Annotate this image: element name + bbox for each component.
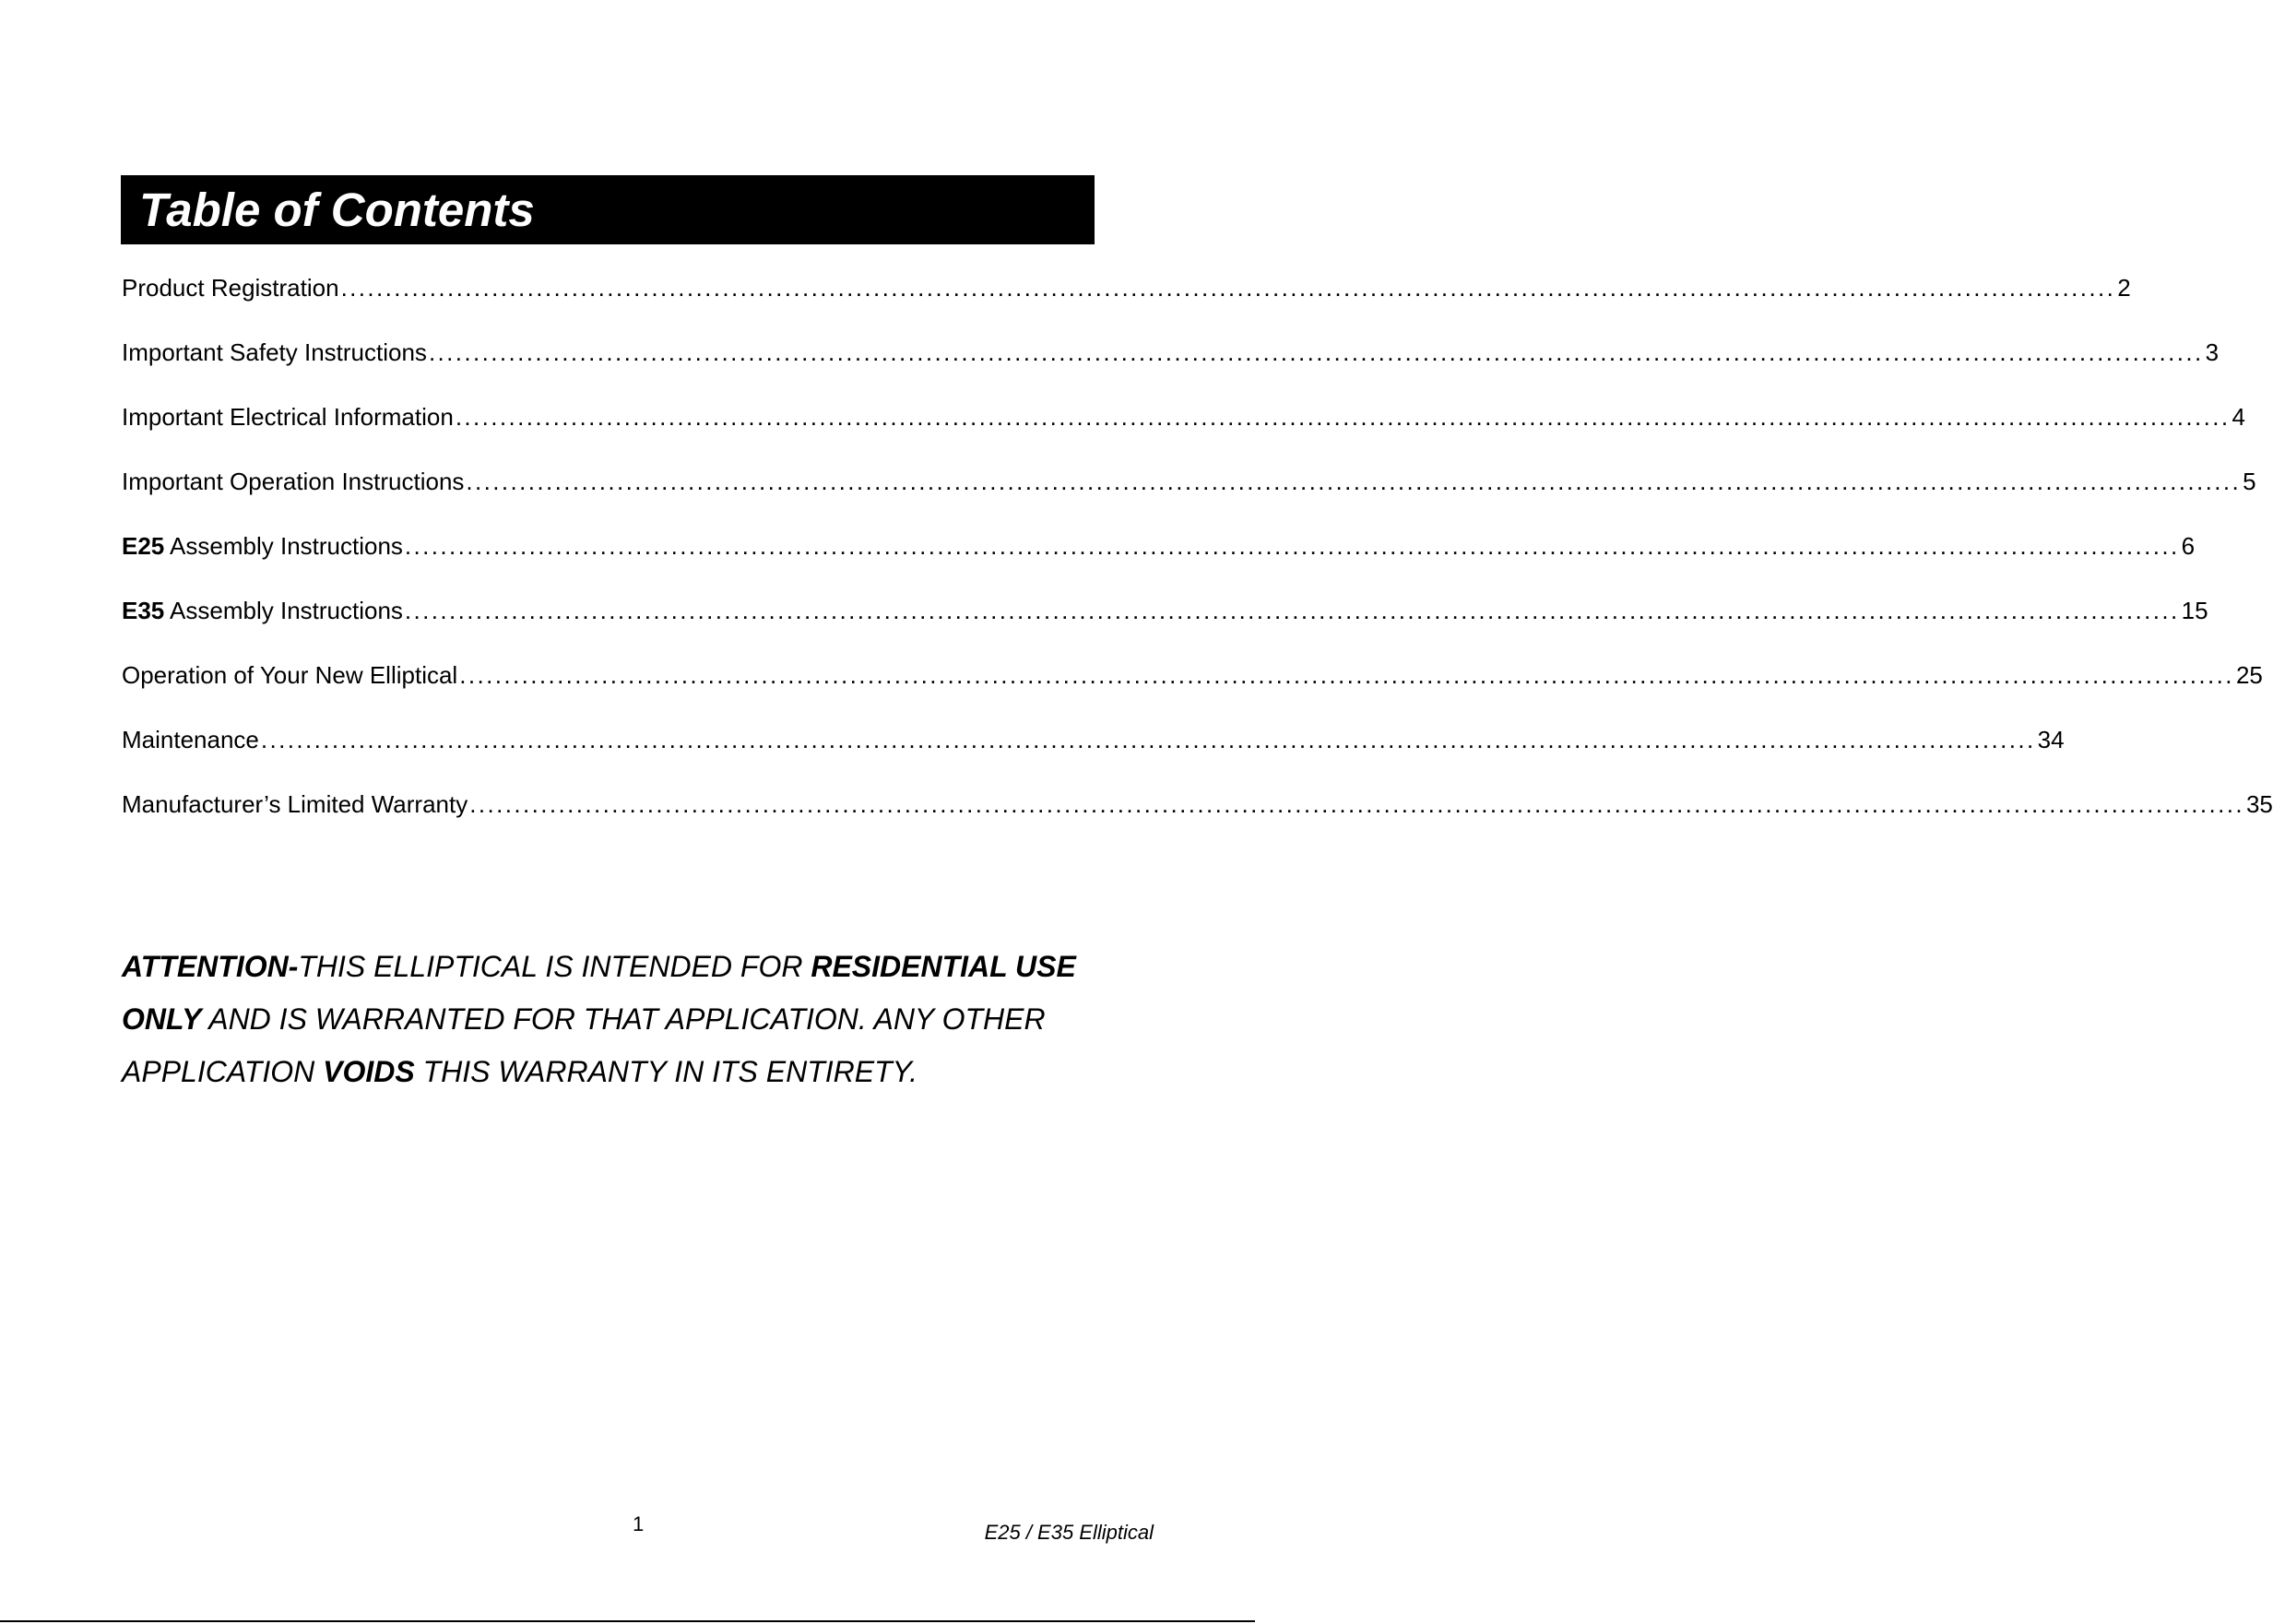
toc-leader-dots: ........................................................................................................................................................................................................ xyxy=(428,338,2204,366)
toc-label-text: Product Registration xyxy=(122,274,339,302)
toc-label-text: Important Safety Instructions xyxy=(122,338,427,366)
toc-page-number: 35 xyxy=(2245,790,2273,818)
toc-label xyxy=(122,788,468,821)
toc-label xyxy=(122,723,259,756)
toc-label-text: Assembly Instructions xyxy=(164,532,403,560)
toc-leader-dots: ........................................................................................................................................................................................................ xyxy=(459,661,2234,689)
toc-page-number: 15 xyxy=(2181,597,2208,624)
table-of-contents xyxy=(122,271,2273,852)
toc-leader-dots: ........................................................................................................................................................................................................ xyxy=(466,468,2242,495)
toc-label-text: Important Electrical Information xyxy=(122,403,454,431)
page-number: 1 xyxy=(633,1512,645,1535)
attention-notice xyxy=(122,941,1118,1098)
toc-page-number: 2 xyxy=(2117,274,2131,302)
toc-page-number: 5 xyxy=(2243,468,2256,495)
footer-model-name: E25 / E35 Elliptical xyxy=(984,1521,1154,1544)
toc-label xyxy=(122,529,403,563)
toc-prefix: E25 xyxy=(122,532,165,560)
toc-label xyxy=(122,658,457,692)
toc-label-text: Important Operation Instructions xyxy=(122,468,465,495)
toc-entry[interactable] xyxy=(122,788,2273,852)
attention-text: AND IS WARRANTED FOR THAT APPLICATION. ANY OTHER APPLICATION xyxy=(122,1002,1046,1088)
toc-leader-dots: ........................................................................................................................................................................................................ xyxy=(404,597,2180,624)
attention-heading: ATTENTION- xyxy=(122,950,299,983)
toc-label xyxy=(122,465,464,498)
toc-leader-dots: ........................................................................................................................................................................................................ xyxy=(260,726,2036,753)
toc-label xyxy=(122,336,427,369)
toc-entry[interactable] xyxy=(122,594,2208,658)
toc-leader-dots: ........................................................................................................................................................................................................ xyxy=(469,790,2244,818)
toc-leader-dots: ........................................................................................................................................................................................................ xyxy=(404,532,2180,560)
toc-label xyxy=(122,594,403,627)
attention-emphasis: VOIDS xyxy=(323,1055,415,1088)
attention-text: THIS WARRANTY IN ITS ENTIRETY. xyxy=(414,1055,917,1088)
attention-emphasis: RESIDENTIAL USE ONLY xyxy=(122,950,1076,1036)
toc-page-number: 6 xyxy=(2181,532,2196,560)
title-banner xyxy=(121,175,1095,244)
toc-label-text: Operation of Your New Elliptical xyxy=(122,661,458,689)
toc-entry[interactable] xyxy=(122,529,2196,594)
toc-entry[interactable] xyxy=(122,723,2065,788)
attention-text: THIS ELLIPTICAL IS INTENDED FOR xyxy=(298,950,811,983)
toc-entry[interactable] xyxy=(122,400,2246,465)
toc-entry[interactable] xyxy=(122,658,2263,723)
toc-entry[interactable] xyxy=(122,465,2256,529)
toc-leader-dots: ........................................................................................................................................................................................................ xyxy=(455,403,2231,431)
toc-entry[interactable] xyxy=(122,336,2220,400)
toc-prefix: E35 xyxy=(122,597,165,624)
page-title: Table of Contents xyxy=(139,184,535,236)
toc-page-number: 34 xyxy=(2037,726,2065,753)
bottom-rule xyxy=(0,1620,1255,1622)
toc-page-number: 3 xyxy=(2205,338,2220,366)
toc-label-text: Maintenance xyxy=(122,726,259,753)
toc-entry[interactable] xyxy=(122,271,2131,336)
toc-label-text: Assembly Instructions xyxy=(164,597,403,624)
toc-page-number: 25 xyxy=(2235,661,2263,689)
toc-page-number: 4 xyxy=(2232,403,2246,431)
toc-leader-dots: ........................................................................................................................................................................................................ xyxy=(340,274,2116,302)
toc-label xyxy=(122,271,339,304)
toc-label-text: Manufacturer’s Limited Warranty xyxy=(122,790,468,818)
toc-label xyxy=(122,400,454,433)
